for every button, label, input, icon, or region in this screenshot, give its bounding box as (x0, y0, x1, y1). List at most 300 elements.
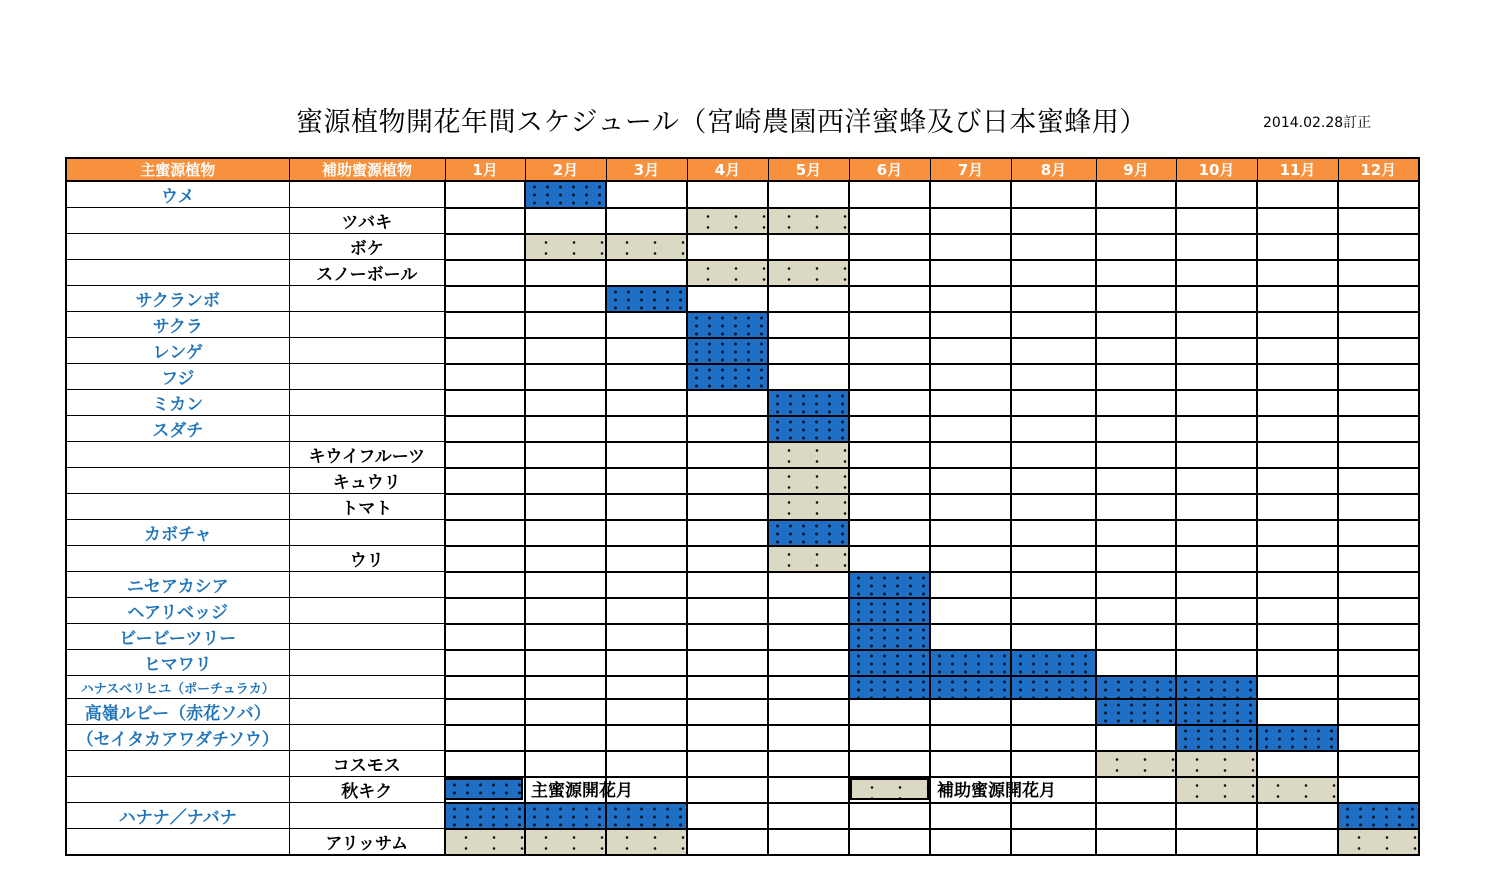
sub-plant-cell (289, 364, 445, 390)
month-cell (849, 829, 930, 856)
sub-plant-cell (289, 181, 445, 208)
month-cell (1176, 364, 1257, 390)
header-month: 4月 (687, 158, 768, 181)
sub-plant-cell: ウリ (289, 546, 445, 572)
main-plant-cell (66, 260, 289, 286)
month-cell (1096, 546, 1176, 572)
header-month: 1月 (445, 158, 525, 181)
main-plant-cell (66, 777, 289, 803)
month-cell (849, 546, 930, 572)
month-cell (768, 650, 849, 676)
main-bloom-cell (606, 286, 687, 312)
month-cell (445, 312, 525, 338)
month-cell (1338, 598, 1419, 624)
month-cell (1257, 676, 1338, 699)
month-cell (525, 260, 606, 286)
month-cell (1011, 725, 1096, 751)
month-cell (849, 181, 930, 208)
main-plant-cell: レンゲ (66, 338, 289, 364)
main-plant-cell: サクランボ (66, 286, 289, 312)
month-cell (1257, 286, 1338, 312)
month-cell (849, 390, 930, 416)
month-cell (768, 338, 849, 364)
month-cell (1096, 286, 1176, 312)
table-row (66, 803, 1419, 829)
month-cell (525, 494, 606, 520)
month-cell (445, 208, 525, 234)
month-cell (1011, 751, 1096, 777)
month-cell (606, 338, 687, 364)
month-cell (1338, 338, 1419, 364)
month-cell (1096, 208, 1176, 234)
header-month: 2月 (525, 158, 606, 181)
month-cell (445, 699, 525, 725)
month-cell (606, 725, 687, 751)
month-cell (687, 598, 768, 624)
month-cell (525, 650, 606, 676)
month-cell (849, 208, 930, 234)
month-cell (930, 442, 1011, 468)
month-cell (1176, 520, 1257, 546)
main-plant-cell (66, 494, 289, 520)
month-cell (606, 468, 687, 494)
month-cell (1257, 181, 1338, 208)
sub-plant-cell: ツバキ (289, 208, 445, 234)
month-cell (1176, 546, 1257, 572)
month-cell (1011, 338, 1096, 364)
month-cell (930, 181, 1011, 208)
month-cell (1257, 390, 1338, 416)
sub-plant-cell (289, 390, 445, 416)
month-cell (849, 312, 930, 338)
table-row (66, 829, 1419, 856)
month-cell (1011, 468, 1096, 494)
month-cell (445, 676, 525, 699)
month-cell (930, 699, 1011, 725)
header-month: 12月 (1338, 158, 1419, 181)
month-cell (1011, 699, 1096, 725)
month-cell (687, 181, 768, 208)
main-bloom-cell (687, 364, 768, 390)
month-cell (1096, 364, 1176, 390)
sub-plant-cell: キウイフルーツ (289, 442, 445, 468)
month-cell (1257, 494, 1338, 520)
month-cell (687, 624, 768, 650)
month-cell (849, 494, 930, 520)
main-plant-cell (66, 751, 289, 777)
month-cell (930, 208, 1011, 234)
month-cell (1338, 650, 1419, 676)
main-plant-cell (66, 234, 289, 260)
month-cell (1338, 676, 1419, 699)
month-cell (1176, 338, 1257, 364)
month-cell (1176, 829, 1257, 856)
month-cell (687, 546, 768, 572)
month-cell (768, 777, 849, 803)
header-main-plant: 主蜜源植物 (66, 158, 289, 181)
month-cell (849, 416, 930, 442)
flowering-schedule-table (65, 157, 1420, 856)
month-cell (445, 286, 525, 312)
sub-bloom-cell (1338, 829, 1419, 856)
month-cell (445, 725, 525, 751)
table-row (66, 546, 1419, 572)
main-bloom-cell (445, 803, 525, 829)
sub-bloom-cell (768, 468, 849, 494)
month-cell (687, 494, 768, 520)
month-cell (1096, 624, 1176, 650)
main-bloom-cell (1338, 803, 1419, 829)
main-plant-cell: フジ (66, 364, 289, 390)
month-cell (1338, 416, 1419, 442)
month-cell (525, 751, 606, 777)
month-cell (849, 725, 930, 751)
month-cell (930, 416, 1011, 442)
month-cell (687, 286, 768, 312)
main-bloom-cell (1176, 725, 1257, 751)
month-cell (1096, 777, 1176, 803)
sub-bloom-cell (768, 442, 849, 468)
month-cell (1096, 390, 1176, 416)
month-cell (930, 390, 1011, 416)
sub-bloom-cell (768, 494, 849, 520)
month-cell (687, 390, 768, 416)
table-row (66, 520, 1419, 546)
month-cell (849, 803, 930, 829)
month-cell (1096, 260, 1176, 286)
month-cell (687, 803, 768, 829)
table-row (66, 416, 1419, 442)
month-cell (606, 364, 687, 390)
month-cell (1338, 546, 1419, 572)
month-cell (1011, 546, 1096, 572)
month-cell (1011, 234, 1096, 260)
header-month: 6月 (849, 158, 930, 181)
month-cell (525, 725, 606, 751)
table-row (66, 624, 1419, 650)
month-cell (1257, 442, 1338, 468)
month-cell (849, 751, 930, 777)
sub-bloom-cell (606, 234, 687, 260)
table-row (66, 312, 1419, 338)
month-cell (1176, 260, 1257, 286)
month-cell (849, 364, 930, 390)
month-cell (1176, 312, 1257, 338)
sub-plant-cell (289, 598, 445, 624)
sub-bloom-cell (525, 234, 606, 260)
main-bloom-cell (1176, 699, 1257, 725)
header-month: 7月 (930, 158, 1011, 181)
month-cell (445, 598, 525, 624)
table-header-row (66, 158, 1419, 181)
month-cell (445, 234, 525, 260)
sub-bloom-cell (1257, 777, 1338, 803)
month-cell (1338, 234, 1419, 260)
month-cell (930, 624, 1011, 650)
main-bloom-cell (1176, 676, 1257, 699)
month-cell (445, 416, 525, 442)
table-row (66, 699, 1419, 725)
month-cell (1096, 572, 1176, 598)
month-cell (1176, 286, 1257, 312)
sub-bloom-cell (768, 208, 849, 234)
table-row (66, 494, 1419, 520)
month-cell (445, 364, 525, 390)
month-cell (445, 546, 525, 572)
month-cell (1338, 390, 1419, 416)
main-bloom-cell (849, 572, 930, 598)
month-cell (1011, 598, 1096, 624)
header-month: 5月 (768, 158, 849, 181)
month-cell (606, 312, 687, 338)
month-cell (1096, 829, 1176, 856)
month-cell (606, 650, 687, 676)
sub-plant-cell (289, 338, 445, 364)
revision-date: 2014.02.28訂正 (1263, 115, 1372, 131)
table-row (66, 260, 1419, 286)
month-cell (930, 751, 1011, 777)
month-cell (1096, 338, 1176, 364)
month-cell (1338, 260, 1419, 286)
month-cell (1011, 208, 1096, 234)
month-cell (930, 312, 1011, 338)
month-cell (768, 725, 849, 751)
month-cell (1011, 416, 1096, 442)
table-row (66, 725, 1419, 751)
sub-bloom-cell (768, 546, 849, 572)
legend-sub (850, 776, 1056, 801)
month-cell (606, 520, 687, 546)
month-cell (768, 751, 849, 777)
header-month: 9月 (1096, 158, 1176, 181)
month-cell (1176, 208, 1257, 234)
month-cell (849, 442, 930, 468)
month-cell (1096, 725, 1176, 751)
month-cell (1011, 260, 1096, 286)
month-cell (1257, 650, 1338, 676)
header-month: 8月 (1011, 158, 1096, 181)
month-cell (687, 442, 768, 468)
month-cell (1096, 650, 1176, 676)
month-cell (768, 364, 849, 390)
sub-plant-cell (289, 520, 445, 546)
month-cell (606, 546, 687, 572)
month-cell (1257, 829, 1338, 856)
month-cell (1338, 520, 1419, 546)
month-cell (1257, 751, 1338, 777)
month-cell (606, 260, 687, 286)
month-cell (1096, 468, 1176, 494)
month-cell (1096, 803, 1176, 829)
main-plant-cell: ニセアカシア (66, 572, 289, 598)
month-cell (445, 260, 525, 286)
sub-bloom-cell (606, 829, 687, 856)
main-bloom-cell (849, 598, 930, 624)
month-cell (525, 442, 606, 468)
month-cell (1176, 468, 1257, 494)
month-cell (445, 468, 525, 494)
table-row (66, 208, 1419, 234)
main-plant-cell: ミカン (66, 390, 289, 416)
month-cell (930, 286, 1011, 312)
header-sub-plant: 補助蜜源植物 (289, 158, 445, 181)
main-plant-cell (66, 208, 289, 234)
month-cell (1338, 777, 1419, 803)
main-bloom-cell (1096, 699, 1176, 725)
month-cell (1096, 181, 1176, 208)
month-cell (849, 286, 930, 312)
table-body (66, 181, 1419, 855)
month-cell (1257, 234, 1338, 260)
month-cell (1257, 520, 1338, 546)
month-cell (687, 520, 768, 546)
month-cell (768, 829, 849, 856)
month-cell (1096, 416, 1176, 442)
header-month: 10月 (1176, 158, 1257, 181)
month-cell (687, 572, 768, 598)
table-row (66, 234, 1419, 260)
legend-sub-swatch (850, 778, 929, 800)
month-cell (768, 181, 849, 208)
month-cell (930, 468, 1011, 494)
month-cell (768, 312, 849, 338)
sub-plant-cell (289, 676, 445, 699)
table-row (66, 777, 1419, 803)
month-cell (525, 208, 606, 234)
month-cell (687, 829, 768, 856)
month-cell (1257, 260, 1338, 286)
sub-plant-cell (289, 624, 445, 650)
month-cell (768, 598, 849, 624)
month-cell (1011, 829, 1096, 856)
month-cell (606, 751, 687, 777)
sub-plant-cell (289, 699, 445, 725)
sub-plant-cell: スノーボール (289, 260, 445, 286)
table-row (66, 338, 1419, 364)
month-cell (1338, 468, 1419, 494)
main-bloom-cell (930, 676, 1011, 699)
month-cell (1011, 572, 1096, 598)
month-cell (1338, 442, 1419, 468)
sub-plant-cell (289, 803, 445, 829)
main-bloom-cell (1011, 650, 1096, 676)
main-plant-cell: ウメ (66, 181, 289, 208)
month-cell (1257, 416, 1338, 442)
month-cell (1176, 390, 1257, 416)
month-cell (930, 260, 1011, 286)
month-cell (1011, 624, 1096, 650)
table-row (66, 572, 1419, 598)
sub-bloom-cell (1096, 751, 1176, 777)
month-cell (606, 624, 687, 650)
main-bloom-cell (1011, 676, 1096, 699)
main-bloom-cell (768, 416, 849, 442)
month-cell (606, 208, 687, 234)
table-row (66, 364, 1419, 390)
month-cell (445, 572, 525, 598)
month-cell (445, 338, 525, 364)
month-cell (849, 468, 930, 494)
month-cell (1096, 442, 1176, 468)
main-plant-cell: ヒマワリ (66, 650, 289, 676)
header-month: 3月 (606, 158, 687, 181)
legend-main-swatch (444, 778, 523, 800)
month-cell (1257, 338, 1338, 364)
header-month: 11月 (1257, 158, 1338, 181)
sub-plant-cell (289, 572, 445, 598)
table-row (66, 468, 1419, 494)
main-bloom-cell (849, 676, 930, 699)
month-cell (525, 572, 606, 598)
month-cell (525, 416, 606, 442)
month-cell (930, 572, 1011, 598)
month-cell (1257, 312, 1338, 338)
month-cell (1011, 181, 1096, 208)
month-cell (1176, 572, 1257, 598)
month-cell (1176, 181, 1257, 208)
month-cell (687, 468, 768, 494)
main-plant-cell (66, 829, 289, 856)
sub-plant-cell: トマト (289, 494, 445, 520)
month-cell (1096, 598, 1176, 624)
month-cell (1176, 494, 1257, 520)
month-cell (930, 829, 1011, 856)
main-plant-cell: ビービーツリー (66, 624, 289, 650)
month-cell (445, 624, 525, 650)
month-cell (1338, 286, 1419, 312)
month-cell (768, 699, 849, 725)
month-cell (930, 803, 1011, 829)
month-cell (687, 699, 768, 725)
month-cell (445, 181, 525, 208)
month-cell (525, 546, 606, 572)
month-cell (525, 468, 606, 494)
month-cell (445, 650, 525, 676)
month-cell (768, 572, 849, 598)
month-cell (606, 572, 687, 598)
month-cell (1338, 208, 1419, 234)
month-cell (1257, 699, 1338, 725)
table-row (66, 650, 1419, 676)
sub-plant-cell (289, 312, 445, 338)
main-plant-cell: スダチ (66, 416, 289, 442)
month-cell (1257, 624, 1338, 650)
sub-bloom-cell (687, 208, 768, 234)
main-bloom-cell (768, 520, 849, 546)
month-cell (930, 338, 1011, 364)
main-plant-cell: サクラ (66, 312, 289, 338)
month-cell (687, 650, 768, 676)
month-cell (1176, 624, 1257, 650)
month-cell (1096, 520, 1176, 546)
month-cell (525, 364, 606, 390)
sub-bloom-cell (525, 829, 606, 856)
month-cell (687, 777, 768, 803)
sub-plant-cell: コスモス (289, 751, 445, 777)
sub-plant-cell (289, 650, 445, 676)
month-cell (445, 390, 525, 416)
month-cell (445, 520, 525, 546)
main-plant-cell: ハナスベリヒユ（ポーチュラカ） (66, 676, 289, 699)
month-cell (930, 234, 1011, 260)
month-cell (930, 725, 1011, 751)
month-cell (1257, 208, 1338, 234)
month-cell (687, 416, 768, 442)
month-cell (849, 338, 930, 364)
month-cell (687, 725, 768, 751)
table-row (66, 390, 1419, 416)
month-cell (525, 312, 606, 338)
